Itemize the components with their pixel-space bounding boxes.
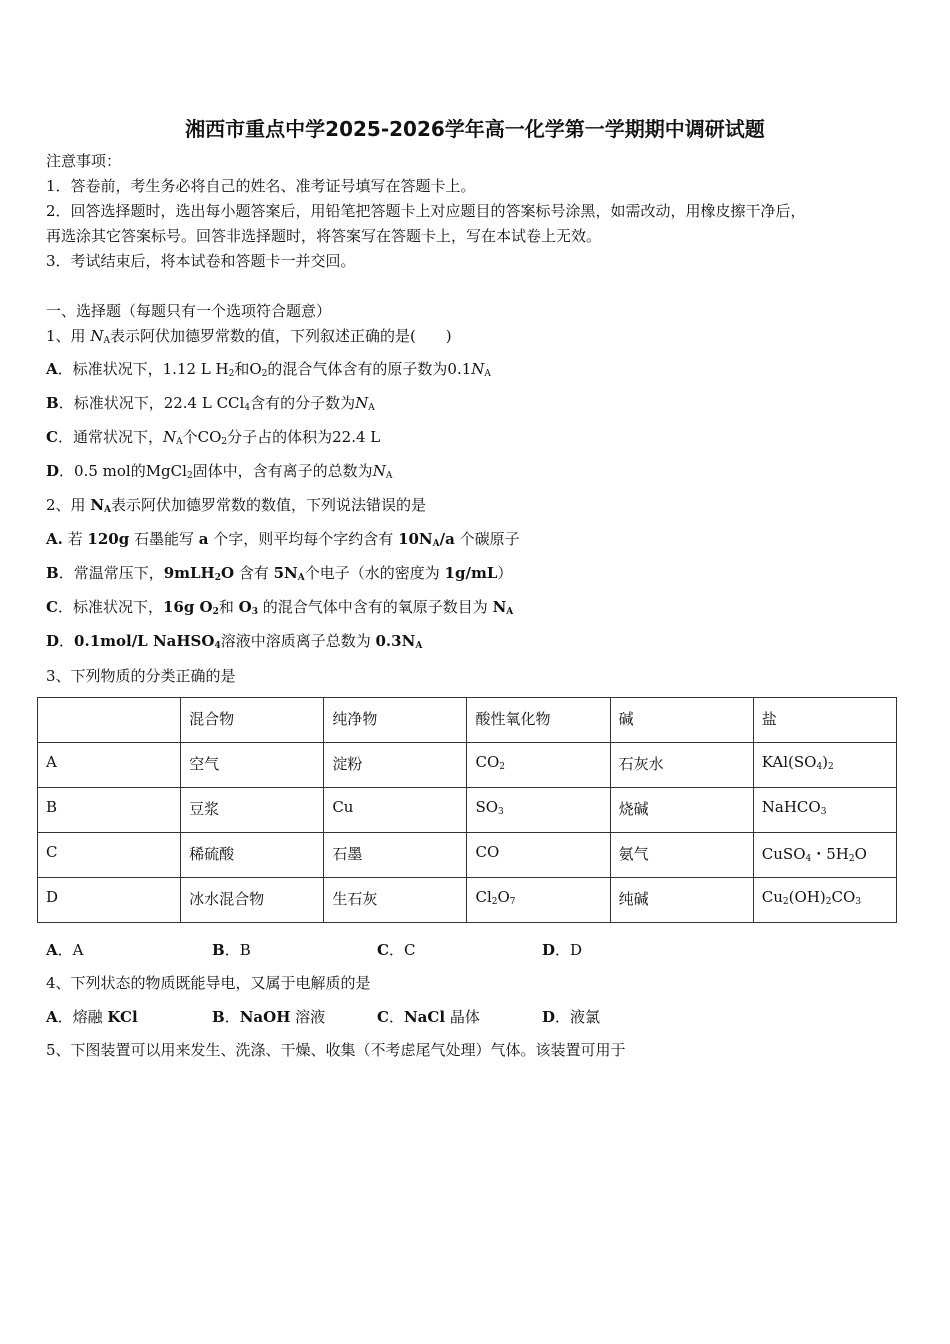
table-cell: 氨气 [610,833,753,878]
question-3-option-d: D．D [542,941,583,959]
page-title: 湘西市重点中学2025-2026学年高一化学第一学期期中调研试题 [185,117,765,141]
table-cell: 豆浆 [181,788,324,833]
table-cell: 空气 [181,743,324,788]
notes-heading: 注意事项： [46,152,122,170]
question-4-option-b: B．NaOH 溶液 [212,1008,326,1026]
question-4-option-a: A．熔融 KCl [46,1008,138,1026]
table-cell: NaHCO$_3$ [753,788,896,833]
question-4-option-c: C．NaCl 晶体 [377,1008,480,1026]
question-4-option-d: D．液氯 [542,1008,601,1026]
question-5-stem: 5、下图装置可以用来发生、洗涤、干燥、收集（不考虑尾气处理）气体。该装置可用于 [46,1041,626,1059]
table-cell: $CO_2$ [467,743,610,788]
classification-table [37,697,897,923]
table-cell: 淀粉 [324,743,467,788]
table-cell: $KAl(SO_4)_2$ [753,743,896,788]
table-header-row [38,698,897,743]
table-cell: 冰水混合物 [181,878,324,923]
note-item: 1．答卷前，考生务必将自己的姓名、准考证号填写在答题卡上。 [46,177,476,195]
table-cell: Cu [324,788,467,833]
question-2-option-c: C．标准状况下，16g $O_2$和 $O_3$ 的混合气体中含有的氧原子数目为 $N_A$ [46,598,514,617]
question-3-option-b: B．B [212,941,251,959]
table-header-cell: 碱 [610,698,753,743]
table-cell: A [38,743,181,788]
table-cell: CuSO$_4$・$5H_2O$ [753,833,896,878]
table-row [38,833,897,878]
table-row [38,788,897,833]
question-1-option-d: D．0.5 mol的MgCl$_2$固体中，含有离子的总数为$N_A$ [46,462,393,481]
table-cell: 石灰水 [610,743,753,788]
table-cell: $Cu_2(OH)_2CO_3$ [753,878,896,923]
table-cell: 生石灰 [324,878,467,923]
question-3-option-c: C．C [377,941,416,959]
table-cell: $SO_3$ [467,788,610,833]
question-2-option-a: A. 若 120g 石墨能写 a 个字，则平均每个字约含有 $10N_A/a$ 个碳原子 [46,530,520,549]
table-row [38,743,897,788]
table-row [38,878,897,923]
note-item: 再选涂其它答案标号。回答非选择题时，将答案写在答题卡上，写在本试卷上无效。 [46,227,602,245]
question-2-option-b: B．常温常压下，9mLH$_2$O 含有 $5N_A$个电子（水的密度为 1g/mL） [46,564,513,583]
question-1-option-b: B．标准状况下，22.4 L CCl$_4$含有的分子数为$N_A$ [46,394,375,413]
question-3-option-a: A．A [46,941,84,959]
table-cell: C [38,833,181,878]
table-cell: $Cl_2O_7$ [467,878,610,923]
table-cell: 烧碱 [610,788,753,833]
table-cell: 石墨 [324,833,467,878]
question-1-option-a: A．标准状况下，1.12 L $H_2$和$O_2$的混合气体含有的原子数为$0.1N_A$ [46,360,491,379]
question-4-stem: 4、下列状态的物质既能导电，又属于电解质的是 [46,974,371,992]
note-item: 2．回答选择题时，选出每小题答案后，用铅笔把答题卡上对应题目的答案标号涂黑，如需改动，用橡皮擦干净后， [46,202,806,220]
table-header-cell [38,698,181,743]
question-2-stem: 2、用 $N_A$表示阿伏加德罗常数的数值，下列说法错误的是 [46,496,427,515]
table-header-cell: 混合物 [181,698,324,743]
table-cell: CO [467,833,610,878]
table-header-cell: 盐 [753,698,896,743]
table-cell: D [38,878,181,923]
table-cell: B [38,788,181,833]
table-cell: 稀硫酸 [181,833,324,878]
section-heading: 一、选择题（每题只有一个选项符合题意） [46,302,332,320]
table-header-cell: 酸性氧化物 [467,698,610,743]
table-cell: 纯碱 [610,878,753,923]
table-header-cell: 纯净物 [324,698,467,743]
question-1-stem: 1、用 $N_A$表示阿伏加德罗常数的值，下列叙述正确的是( ) [46,327,452,346]
question-1-option-c: C．通常状况下，$N_A$个$CO_2$分子占的体积为22.4 L [46,428,381,447]
question-3-stem: 3、下列物质的分类正确的是 [46,667,236,685]
question-2-option-d: D．0.1mol/L NaHSO$_4$溶液中溶质离子总数为 $0.3N_A$ [46,632,423,651]
note-item: 3．考试结束后，将本试卷和答题卡一并交回。 [46,252,356,270]
